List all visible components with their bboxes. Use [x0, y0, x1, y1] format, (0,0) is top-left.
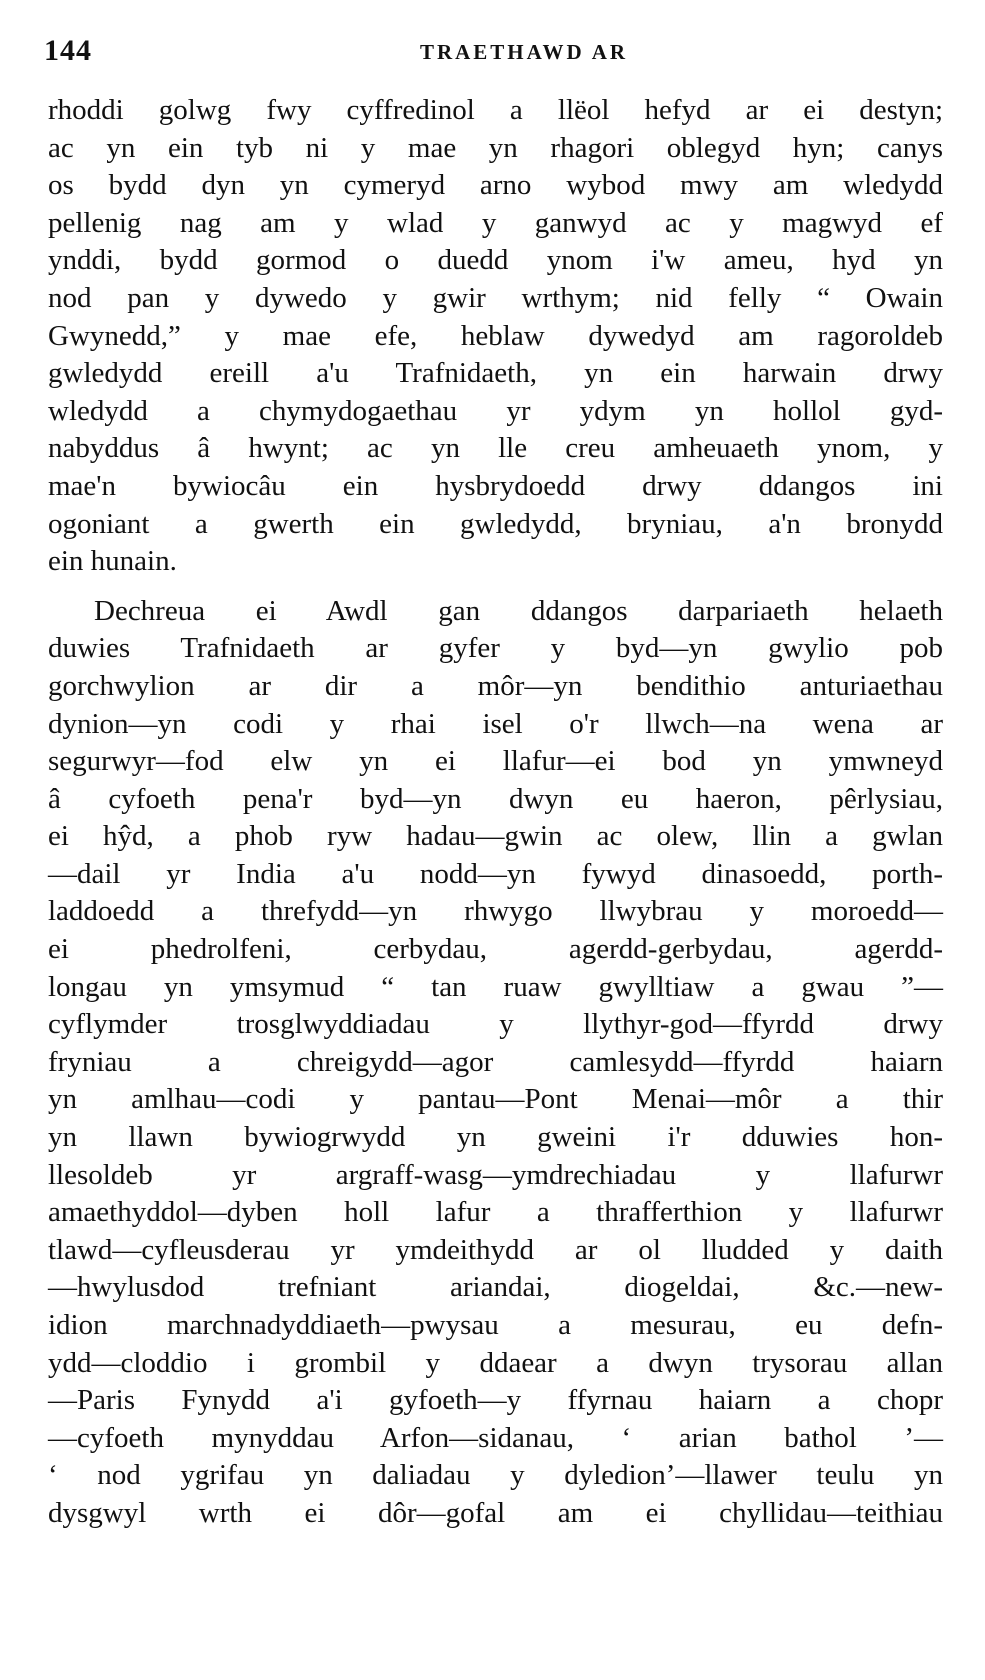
text-line: ydd—cloddio i grombil y ddaear a dwyn trysorau allan [48, 1346, 943, 1379]
text-line: duwies Trafnidaeth ar gyfer y byd—yn gwylio pob [48, 632, 943, 665]
text-line: tlawd—cyfleusderau yr ymdeithydd ar ol lludded y daith [48, 1233, 943, 1266]
text-line: os bydd dyn yn cymeryd arno wybod mwy am wledydd [48, 169, 943, 202]
text-line: cyflymder trosglwyddiadau y llythyr-god—ffyrdd drwy [48, 1008, 943, 1041]
text-line: gorchwylion ar dir a môr—yn bendithio anturiaethau [48, 669, 943, 702]
text-line: nod pan y dywedo y gwir wrthym; nid felly “ Owain [48, 281, 943, 314]
text-line: —cyfoeth mynyddau Arfon—sidanau, ‘ arian bathol ’— [48, 1421, 943, 1454]
running-title: TRAETHAWD AR [419, 40, 629, 64]
text-line: pellenig nag am y wlad y ganwyd ac y magwyd ef [48, 206, 943, 239]
body-text [48, 92, 943, 1533]
text-line: yn amlhau—codi y pantau—Pont Menai—môr a thir [48, 1083, 943, 1116]
text-line: ei phedrolfeni, cerbydau, agerdd-gerbydau, agerdd- [48, 933, 943, 966]
text-line: —dail yr India a'u nodd—yn fywyd dinasoedd, porth- [48, 857, 943, 890]
text-line: ac yn ein tyb ni y mae yn rhagori oblegyd hyn; canys [48, 131, 943, 164]
text-line: dynion—yn codi y rhai isel o'r llwch—na wena ar [48, 707, 943, 740]
text-line: ‘ nod ygrifau yn daliadau y dyledion’—llawer teulu yn [48, 1459, 943, 1492]
text-line: —hwylusdod trefniant ariandai, diogeldai, &c.—new- [48, 1271, 943, 1304]
text-line: mae'n bywiocâu ein hysbrydoedd drwy ddangos ini [48, 469, 943, 502]
text-line: amaethyddol—dyben holl lafur a thrafferthion y llafurwr [48, 1196, 943, 1229]
text-line: yn llawn bywiogrwydd yn gweini i'r dduwies hon- [48, 1121, 943, 1154]
text-line: laddoedd a threfydd—yn rhwygo llwybrau y moroedd— [48, 895, 943, 928]
text-line: llesoldeb yr argraff-wasg—ymdrechiadau y llafurwr [48, 1158, 943, 1191]
text-line: nabyddus â hwynt; ac yn lle creu amheuaeth ynom, y [48, 432, 943, 465]
text-line: rhoddi golwg fwy cyffredinol a llëol hefyd ar ei destyn; [48, 94, 943, 126]
text-line: â cyfoeth pena'r byd—yn dwyn eu haeron, pêrlysiau, [48, 782, 943, 815]
running-header [44, 34, 934, 74]
paragraph-gap [48, 581, 943, 593]
text-line: Gwynedd,” y mae efe, heblaw dywedyd am ragoroldeb [48, 319, 943, 352]
text-line: ynddi, bydd gormod o duedd ynom i'w ameu, hyd yn [48, 244, 943, 277]
text-line: segurwyr—fod elw yn ei llafur—ei bod yn ymwneyd [48, 745, 943, 778]
text-line: ogoniant a gwerth ein gwledydd, bryniau, a'n bronydd [48, 507, 943, 540]
paragraph-1 [48, 92, 943, 581]
text-line: fryniau a chreigydd—agor camlesydd—ffyrdd haiarn [48, 1045, 943, 1078]
paragraph-2 [48, 593, 943, 1533]
text-line: ein hunain. [48, 545, 177, 578]
text-line: longau yn ymsymud “ tan ruaw gwylltiaw a gwau ”— [48, 970, 943, 1003]
text-line: —Paris Fynydd a'i gyfoeth—y ffyrnau haiarn a chopr [48, 1384, 943, 1417]
text-line: ei hŷd, a phob ryw hadau—gwin ac olew, llin a gwlan [48, 820, 943, 853]
text-line: idion marchnadyddiaeth—pwysau a mesurau, eu defn- [48, 1309, 943, 1341]
text-line: dysgwyl wrth ei dôr—gofal am ei chyllidau—teithiau [48, 1496, 943, 1529]
text-line: gwledydd ereill a'u Trafnidaeth, yn ein harwain drwy [48, 357, 943, 390]
page-number: 144 [44, 34, 92, 67]
text-line: wledydd a chymydogaethau yr ydym yn hollol gyd- [48, 394, 943, 427]
text-line: Dechreua ei Awdl gan ddangos darpariaeth helaeth [94, 594, 943, 627]
